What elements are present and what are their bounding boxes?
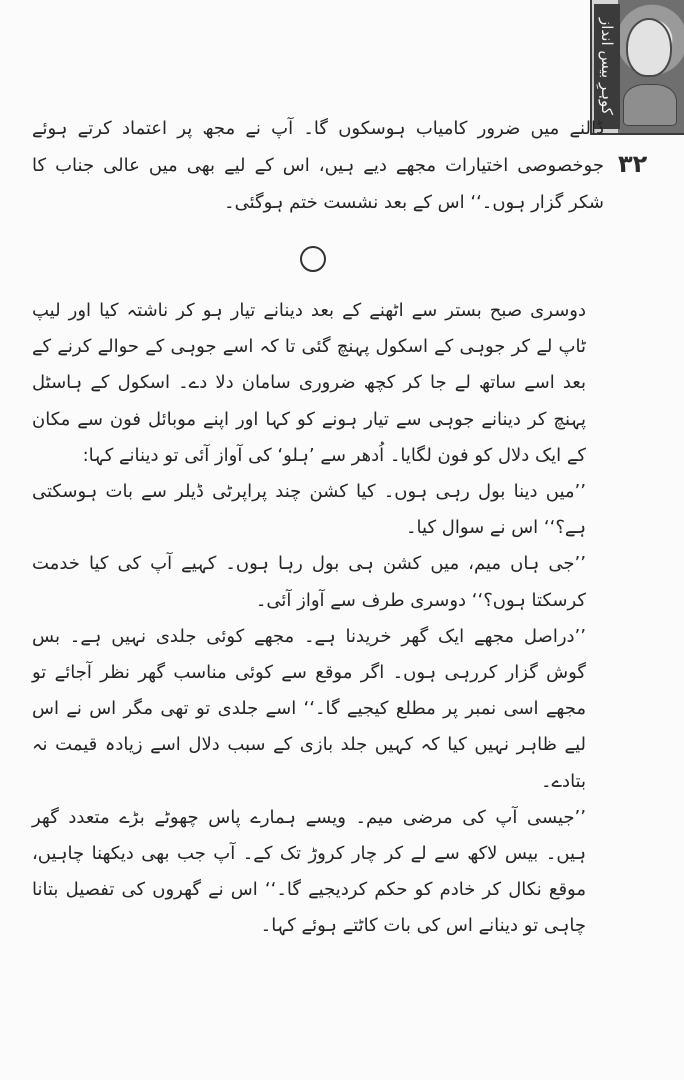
paragraph: ڈالنے میں ضرور کامیاب ہوسکوں گا۔ آپ نے مجھ پر اعتماد کرتے ہوئے جوخصوصی اختیارات مجھے دیے ہیں، اس کے لیے بھی میں عالی جناب کا شکر گزار ہوں۔‘‘ اس کے بعد نشست ختم ہوگئی۔: [32, 118, 604, 213]
paragraph: ’’میں دینا بول رہی ہوں۔ کیا کشن چند پراپرٹی ڈیلر سے بات ہوسکتی ہے؟‘‘ اس نے سوال کیا۔: [32, 481, 586, 539]
portrait-illustration: [618, 0, 684, 133]
page-number: ۳۲: [618, 150, 648, 178]
opening-paragraph: [32, 111, 604, 221]
paragraph: ’’دراصل مجھے ایک گھر خریدنا ہے۔ مجھے کوئی جلدی نہیں ہے۔ بس گوش گزار کررہی ہوں۔ اگر موقع سے کوئی مناسب گھر نظر آجائے تو مجھے اسی نمبر پر مطلع کیجیے گا۔‘‘ اسے جلدی تو تھی مگر اس نے اس لیے ظاہر نہیں کیا کہ کہیں جلد بازی کے سبب دلال اسے زیادہ قیمت نہ بتادے۔: [32, 625, 586, 792]
paragraph: دوسری صبح بستر سے اٹھنے کے بعد دینانے تیار ہو کر ناشتہ کیا اور لیپ ٹاپ لے کر جوہی کے اسکول پہنچ گئی تا کہ اسے جوہی کے حوالے کرنے کے بعد اسے ساتھ لے جا کر کچھ ضروری سامان دلا دے۔ اسکول کے ہاسٹل پہنچ کر دینانے جوہی سے تیار ہونے کو کہا اور اپنے موبائل فون سے مکان کے ایک دلال کو فون لگایا۔ اُدھر سے ’ہلو‘ کی آواز آئی تو دینانے کہا:: [32, 300, 586, 466]
body-text: [32, 293, 604, 945]
paragraph: ’’جی ہاں میم، میں کشن ہی بول رہا ہوں۔ کہیے آپ کی کیا خدمت کرسکتا ہوں؟‘‘ دوسری طرف سے آواز آئی۔: [32, 553, 586, 611]
paragraph: ’’جیسی آپ کی مرضی میم۔ ویسے ہمارے پاس چھوٹے بڑے متعدد گھر ہیں۔ بیس لاکھ سے لے کر چار کروڑ تک کے۔ آپ جب بھی دیکھنا چاہیں، موقع نکال کر خادم کو حکم کردیجیے گا۔‘‘ اس نے گھروں کی تفصیل بتانا چاہی تو دینانے اس کی بات کاٹتے ہوئے کہا۔: [32, 806, 586, 937]
book-title: کوہرِ بیس انداز: [594, 4, 620, 129]
section-break-circle: [300, 246, 326, 272]
